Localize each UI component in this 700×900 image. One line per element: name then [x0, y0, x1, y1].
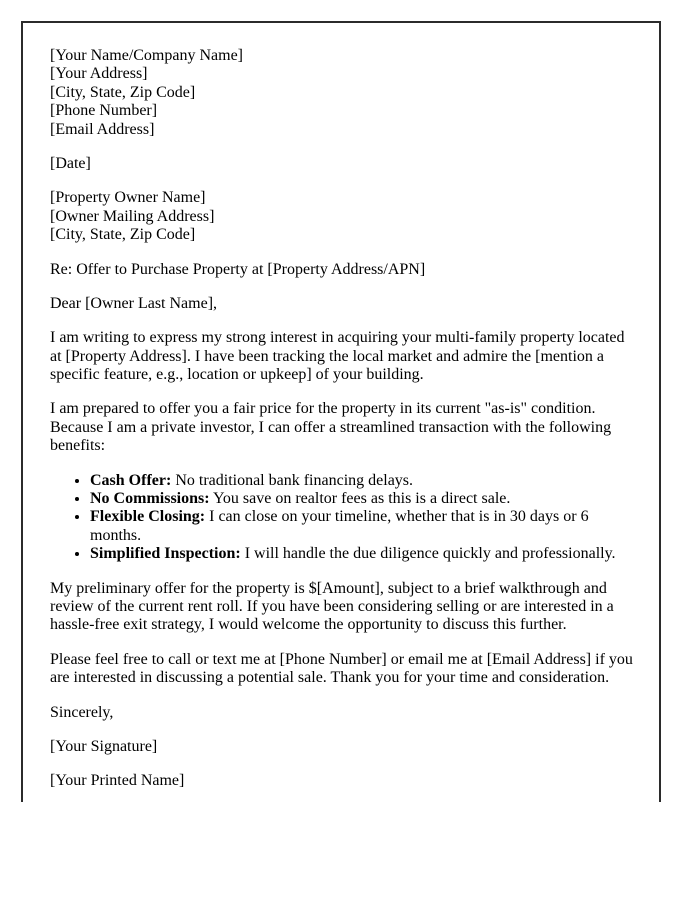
letter-page [21, 21, 661, 802]
benefit-label: No Commissions: [90, 490, 210, 508]
recipient-city-line: [City, State, Zip Code] [50, 226, 196, 244]
sender-address-line: [Your Address] [50, 65, 148, 83]
paragraph-offer: I am prepared to offer you a fair price for the property in its current "as-is" condition. Because I am a private investor, I can offer a streamlined transaction with the following benefits: [50, 400, 612, 455]
paragraph-contact: Please feel free to call or text me at [Phone Number] or email me at [Email Address] if you are interested in discussing a potential sale. Thank you for your time and consideration. [50, 650, 633, 687]
benefit-item-cash-offer [90, 472, 633, 490]
recipient-address-block [50, 189, 633, 244]
benefit-label: Simplified Inspection: [90, 545, 241, 563]
recipient-name-line: [Property Owner Name] [50, 189, 206, 207]
closing-line: Sincerely, [50, 703, 114, 721]
recipient-address-line: [Owner Mailing Address] [50, 207, 215, 225]
benefit-text: You save on realtor fees as this is a direct sale. [209, 490, 511, 508]
printed-name-placeholder: [Your Printed Name] [50, 772, 185, 790]
benefit-text: I will handle the due diligence quickly and professionally. [240, 545, 616, 563]
benefit-text: No traditional bank financing delays. [171, 471, 414, 489]
sender-email-line: [Email Address] [50, 120, 155, 138]
subject-line: Re: Offer to Purchase Property at [Property Address/APN] [50, 260, 426, 278]
sender-phone-line: [Phone Number] [50, 102, 158, 120]
signature-placeholder: [Your Signature] [50, 737, 158, 755]
sender-address-block [50, 47, 633, 139]
sender-city-line: [City, State, Zip Code] [50, 83, 196, 101]
benefits-list [50, 472, 633, 564]
benefit-item-simplified-inspection [90, 545, 633, 563]
paragraph-intro: I am writing to express my strong interest in acquiring your multi-family property located at [Property Address]. I have been tracking the local market and admire the [mention a specific feature, e.g., location or upkeep] of your building. [50, 329, 625, 384]
date-line: [Date] [50, 154, 91, 172]
sender-name-line: [Your Name/Company Name] [50, 47, 244, 64]
benefit-text: I can close on your timeline, whether that is in 30 days or 6 months. [90, 508, 589, 544]
benefit-label: Cash Offer: [90, 471, 172, 489]
benefit-item-flexible-closing [90, 508, 633, 545]
salutation: Dear [Owner Last Name], [50, 294, 218, 312]
benefit-label: Flexible Closing: [90, 508, 206, 526]
benefit-item-no-commissions [90, 490, 633, 508]
paragraph-preliminary-offer: My preliminary offer for the property is $[Amount], subject to a brief walkthrough and review of the current rent roll. If you have been considering selling or are interested in a hassle-free exit strategy, I would welcome the opportunity to discuss this further. [50, 579, 614, 634]
